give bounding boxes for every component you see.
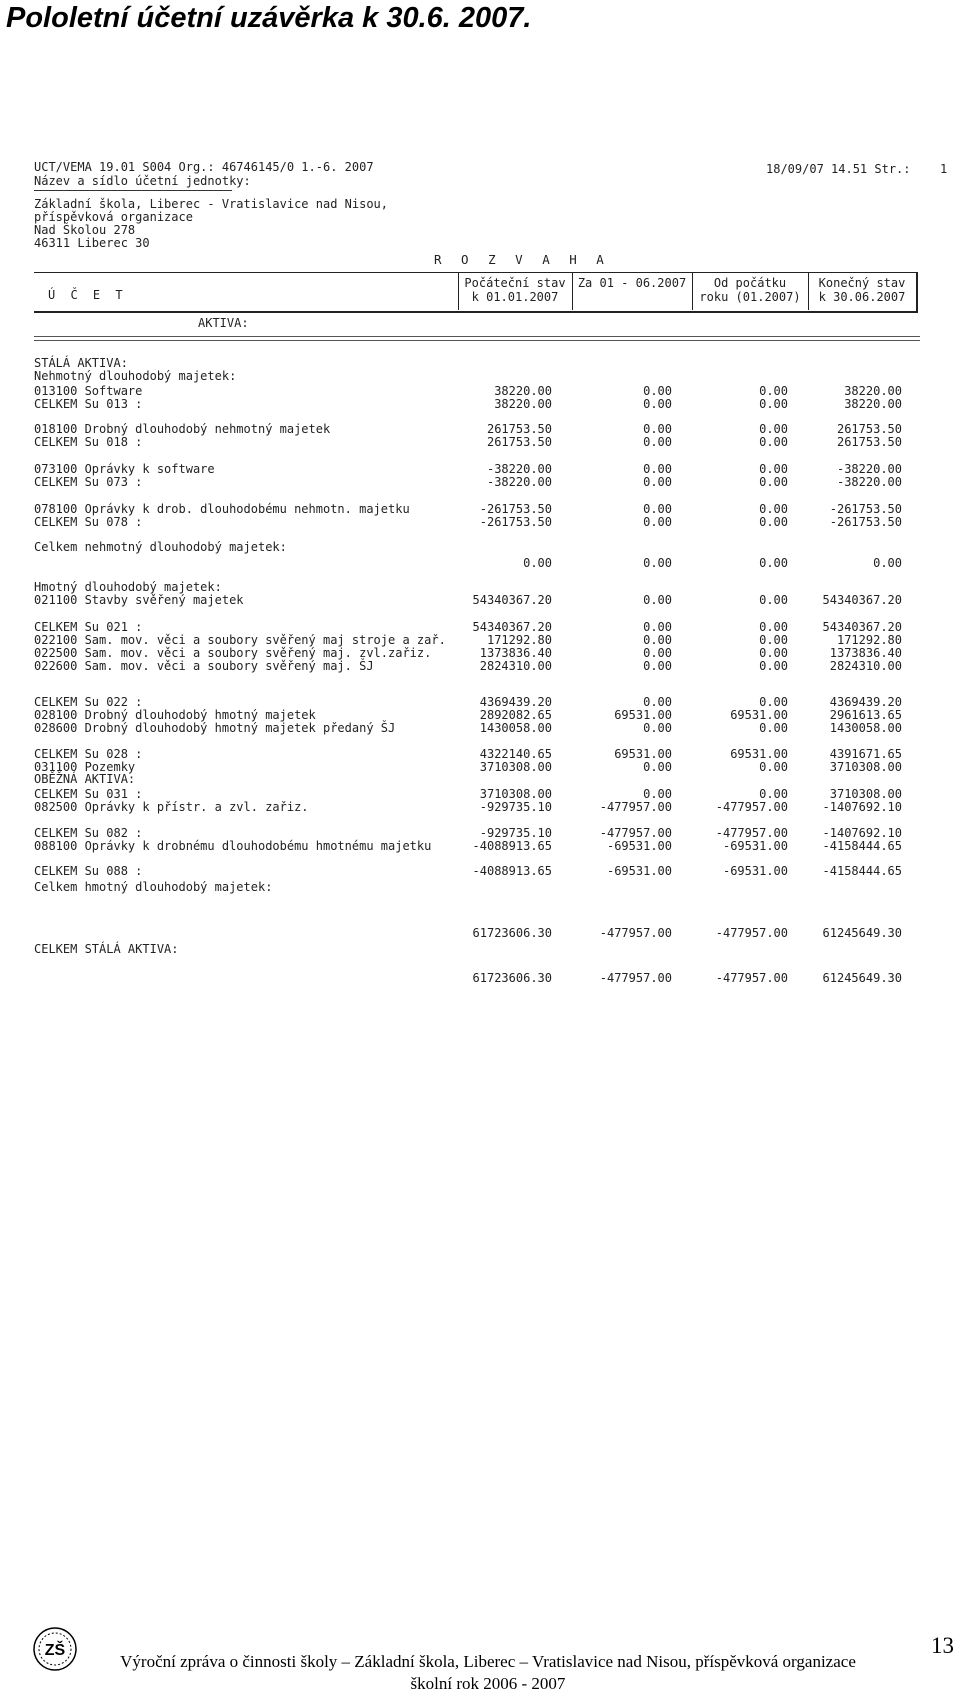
page-footer (78, 1651, 898, 1695)
table-row (0, 839, 960, 852)
row-value-col1: -261753.50 (479, 502, 552, 516)
table-row (0, 620, 960, 633)
row-value-col4: 2961613.65 (829, 708, 902, 722)
row-value-col1: 3710308.00 (479, 760, 552, 774)
row-value-col1: 54340367.20 (472, 593, 552, 607)
row-label: CELKEM Su 078 : (34, 515, 143, 529)
table-row (0, 593, 960, 606)
row-label: 082500 Oprávky k přístr. a zvl. zařiz. (34, 800, 309, 814)
row-value-col3: 0.00 (759, 695, 788, 709)
report-page-number: 1 (940, 162, 948, 176)
row-value-col1: 3710308.00 (479, 787, 552, 801)
row-value-col3: 0.00 (759, 515, 788, 529)
row-value-col4: -1407692.10 (822, 800, 902, 814)
row-value-col1: 171292.80 (486, 633, 552, 647)
row-value-col4: 38220.00 (844, 397, 902, 411)
col4-header-line1: Konečný stav (818, 276, 906, 290)
row-value-col3: -477957.00 (715, 926, 788, 940)
page-number: 13 (931, 1633, 954, 1658)
row-value-col1: 2824310.00 (479, 659, 552, 673)
row-value-col2: -69531.00 (606, 839, 672, 853)
org-line-1: Základní škola, Liberec - Vratislavice nad Nisou, (34, 197, 389, 211)
row-value-col2: -477957.00 (599, 926, 672, 940)
row-value-col3: 0.00 (759, 556, 788, 570)
row-value-col3: 0.00 (759, 475, 788, 489)
row-value-col4: 1430058.00 (829, 721, 902, 735)
row-value-col2: 0.00 (643, 384, 672, 398)
row-value-col3: 0.00 (759, 593, 788, 607)
row-value-col1: 61723606.30 (472, 971, 552, 985)
row-value-col2: 0.00 (643, 397, 672, 411)
row-value-col4: 4391671.65 (829, 747, 902, 761)
row-value-col1: 2892082.65 (479, 708, 552, 722)
row-label: CELKEM Su 021 : (34, 620, 143, 634)
section-aktiva: AKTIVA: (198, 316, 249, 330)
row-value-col4: 261753.50 (836, 422, 902, 436)
col1-header-line2: k 01.01.2007 (471, 290, 559, 304)
row-value-col3: 0.00 (759, 384, 788, 398)
row-label: 013100 Software (34, 384, 143, 398)
col4-header-line2: k 30.06.2007 (818, 290, 906, 304)
row-value-col1: -38220.00 (486, 475, 552, 489)
table-row (0, 971, 960, 984)
table-row (0, 695, 960, 708)
row-value-col1: -4088913.65 (472, 839, 552, 853)
table-row (0, 422, 960, 435)
row-value-col1: -38220.00 (486, 462, 552, 476)
row-value-col3: -477957.00 (715, 800, 788, 814)
table-row (0, 633, 960, 646)
row-label: 088100 Oprávky k drobnému dlouhodobému hmotnému majetku (34, 839, 432, 853)
row-value-col4: 1373836.40 (829, 646, 902, 660)
row-value-col3: 0.00 (759, 397, 788, 411)
row-value-col4: -1407692.10 (822, 826, 902, 840)
row-value-col4: 2824310.00 (829, 659, 902, 673)
footer-line-2: školní rok 2006 - 2007 (410, 1674, 566, 1693)
table-row (0, 515, 960, 528)
table-row (0, 462, 960, 475)
row-value-col2: 69531.00 (614, 747, 672, 761)
row-value-col1: 261753.50 (486, 435, 552, 449)
row-value-col2: 0.00 (643, 620, 672, 634)
row-value-col4: -261753.50 (829, 502, 902, 516)
row-label: CELKEM STÁLÁ AKTIVA: (34, 942, 179, 956)
table-row (0, 721, 960, 734)
row-label: 022500 Sam. mov. věci a soubory svěřený maj. zvl.zařiz. (34, 646, 432, 660)
table-row (0, 942, 960, 955)
entity-name-label: Název a sídlo účetní jednotky: (34, 174, 251, 188)
system-line: UCT/VEMA 19.01 S004 Org.: 46746145/0 1.-6. 2007 (34, 160, 374, 174)
row-value-col2: -477957.00 (599, 971, 672, 985)
row-label: CELKEM Su 082 : (34, 826, 143, 840)
row-value-col4: -38220.00 (836, 462, 902, 476)
row-value-col2: 0.00 (643, 593, 672, 607)
document-title: Pololetní účetní uzávěrka k 30.6. 2007. (6, 2, 532, 34)
row-label: Nehmotný dlouhodobý majetek: (34, 369, 237, 383)
row-label: CELKEM Su 022 : (34, 695, 143, 709)
row-value-col1: -4088913.65 (472, 864, 552, 878)
row-label: CELKEM Su 028 : (34, 747, 143, 761)
table-row (0, 787, 960, 800)
table-row (0, 475, 960, 488)
row-label: 018100 Drobný dlouhodobý nehmotný majetek (34, 422, 331, 436)
row-value-col3: 0.00 (759, 502, 788, 516)
row-value-col2: 0.00 (643, 462, 672, 476)
row-value-col4: 3710308.00 (829, 787, 902, 801)
row-value-col3: 0.00 (759, 721, 788, 735)
row-value-col3: -69531.00 (722, 839, 788, 853)
row-value-col1: 0.00 (523, 556, 552, 570)
row-value-col3: 0.00 (759, 620, 788, 634)
row-value-col4: 61245649.30 (822, 971, 902, 985)
table-row (0, 356, 960, 369)
row-value-col2: 0.00 (643, 475, 672, 489)
row-value-col4: 3710308.00 (829, 760, 902, 774)
row-label: STÁLÁ AKTIVA: (34, 356, 128, 370)
row-value-col3: 0.00 (759, 760, 788, 774)
row-value-col1: 61723606.30 (472, 926, 552, 940)
row-value-col2: 0.00 (643, 633, 672, 647)
row-label: Hmotný dlouhodobý majetek: (34, 580, 222, 594)
table-row (0, 384, 960, 397)
table-row (0, 369, 960, 382)
row-value-col2: 0.00 (643, 659, 672, 673)
row-value-col1: -261753.50 (479, 515, 552, 529)
table-row (0, 556, 960, 569)
row-label: 022600 Sam. mov. věci a soubory svěřený maj. ŠJ (34, 659, 374, 673)
row-value-col3: 0.00 (759, 435, 788, 449)
table-row (0, 435, 960, 448)
row-value-col2: 0.00 (643, 422, 672, 436)
row-value-col1: 1430058.00 (479, 721, 552, 735)
row-value-col2: 0.00 (643, 502, 672, 516)
row-label: 031100 Pozemky (34, 760, 136, 774)
row-value-col4: 261753.50 (836, 435, 902, 449)
org-line-2: příspěvková organizace (34, 210, 193, 224)
row-label: 021100 Stavby svěřený majetek (34, 593, 244, 607)
row-value-col3: -477957.00 (715, 826, 788, 840)
row-value-col3: 0.00 (759, 659, 788, 673)
row-value-col4: 171292.80 (836, 633, 902, 647)
row-value-col1: 4322140.65 (479, 747, 552, 761)
row-value-col4: -4158444.65 (822, 864, 902, 878)
row-value-col3: 0.00 (759, 787, 788, 801)
table-row (0, 864, 960, 877)
row-value-col2: 0.00 (643, 515, 672, 529)
col1-header-line1: Počáteční stav (464, 276, 566, 290)
row-value-col2: -477957.00 (599, 800, 672, 814)
table-row (0, 747, 960, 760)
row-label: OBĚŽNÁ AKTIVA: (34, 772, 136, 786)
table-row (0, 926, 960, 939)
row-value-col2: 0.00 (643, 646, 672, 660)
row-value-col4: -261753.50 (829, 515, 902, 529)
row-label: CELKEM Su 018 : (34, 435, 143, 449)
table-row (0, 397, 960, 410)
row-value-col1: 38220.00 (494, 397, 552, 411)
row-value-col3: 0.00 (759, 646, 788, 660)
row-value-col1: 1373836.40 (479, 646, 552, 660)
row-value-col4: 61245649.30 (822, 926, 902, 940)
row-value-col3: -477957.00 (715, 971, 788, 985)
row-value-col2: 0.00 (643, 695, 672, 709)
row-value-col2: -69531.00 (606, 864, 672, 878)
row-label: Celkem hmotný dlouhodobý majetek: (34, 880, 273, 894)
row-label: CELKEM Su 073 : (34, 475, 143, 489)
row-value-col2: 0.00 (643, 787, 672, 801)
table-row (0, 646, 960, 659)
row-value-col2: 0.00 (643, 556, 672, 570)
row-label: 028100 Drobný dlouhodobý hmotný majetek (34, 708, 316, 722)
row-label: CELKEM Su 088 : (34, 864, 143, 878)
row-value-col3: 0.00 (759, 422, 788, 436)
row-value-col1: -929735.10 (479, 826, 552, 840)
table-row (0, 880, 960, 893)
table-row (0, 540, 960, 553)
row-value-col4: 0.00 (873, 556, 902, 570)
report-name: R O Z V A H A (434, 252, 610, 267)
row-value-col3: 69531.00 (730, 747, 788, 761)
table-row (0, 502, 960, 515)
report-timestamp: 18/09/07 14.51 Str.: (766, 162, 911, 176)
row-value-col3: 0.00 (759, 633, 788, 647)
row-value-col4: 38220.00 (844, 384, 902, 398)
row-value-col4: -38220.00 (836, 475, 902, 489)
row-value-col2: 0.00 (643, 760, 672, 774)
row-value-col2: -477957.00 (599, 826, 672, 840)
table-row (0, 772, 960, 785)
row-value-col2: 69531.00 (614, 708, 672, 722)
school-logo-icon (32, 1626, 78, 1672)
row-label: CELKEM Su 013 : (34, 397, 143, 411)
row-value-col1: 54340367.20 (472, 620, 552, 634)
row-value-col4: 54340367.20 (822, 593, 902, 607)
row-value-col4: 4369439.20 (829, 695, 902, 709)
row-value-col1: 4369439.20 (479, 695, 552, 709)
row-value-col3: 69531.00 (730, 708, 788, 722)
table-row (0, 659, 960, 672)
col2-header-line1: Za 01 - 06.2007 (577, 276, 687, 290)
org-line-3: Nad Školou 278 (34, 223, 136, 237)
table-row (0, 708, 960, 721)
row-value-col4: -4158444.65 (822, 839, 902, 853)
col3-header-line2: roku (01.2007) (699, 290, 801, 304)
row-value-col4: 54340367.20 (822, 620, 902, 634)
footer-line-1: Výroční zpráva o činnosti školy – Základní škola, Liberec – Vratislavice nad Nisou, příspěvková organizace (120, 1652, 856, 1671)
org-line-4: 46311 Liberec 30 (34, 236, 150, 250)
row-label: 022100 Sam. mov. věci a soubory svěřený maj stroje a zař. (34, 633, 446, 647)
account-column-header: Ú Č E T (48, 288, 127, 302)
row-label: Celkem nehmotný dlouhodobý majetek: (34, 540, 287, 554)
row-label: CELKEM Su 031 : (34, 787, 143, 801)
table-row (0, 826, 960, 839)
row-value-col2: 0.00 (643, 435, 672, 449)
row-label: 073100 Oprávky k software (34, 462, 215, 476)
row-value-col1: 38220.00 (494, 384, 552, 398)
col3-header-line1: Od počátku (713, 276, 787, 290)
table-row (0, 800, 960, 813)
row-value-col1: 261753.50 (486, 422, 552, 436)
table-row (0, 580, 960, 593)
row-value-col2: 0.00 (643, 721, 672, 735)
row-value-col3: 0.00 (759, 462, 788, 476)
row-value-col3: -69531.00 (722, 864, 788, 878)
row-label: 078100 Oprávky k drob. dlouhodobému nehmotn. majetku (34, 502, 410, 516)
row-value-col1: -929735.10 (479, 800, 552, 814)
row-label: 028600 Drobný dlouhodobý hmotný majetek předaný ŠJ (34, 721, 396, 735)
logo-text: ZŠ (44, 1642, 66, 1659)
